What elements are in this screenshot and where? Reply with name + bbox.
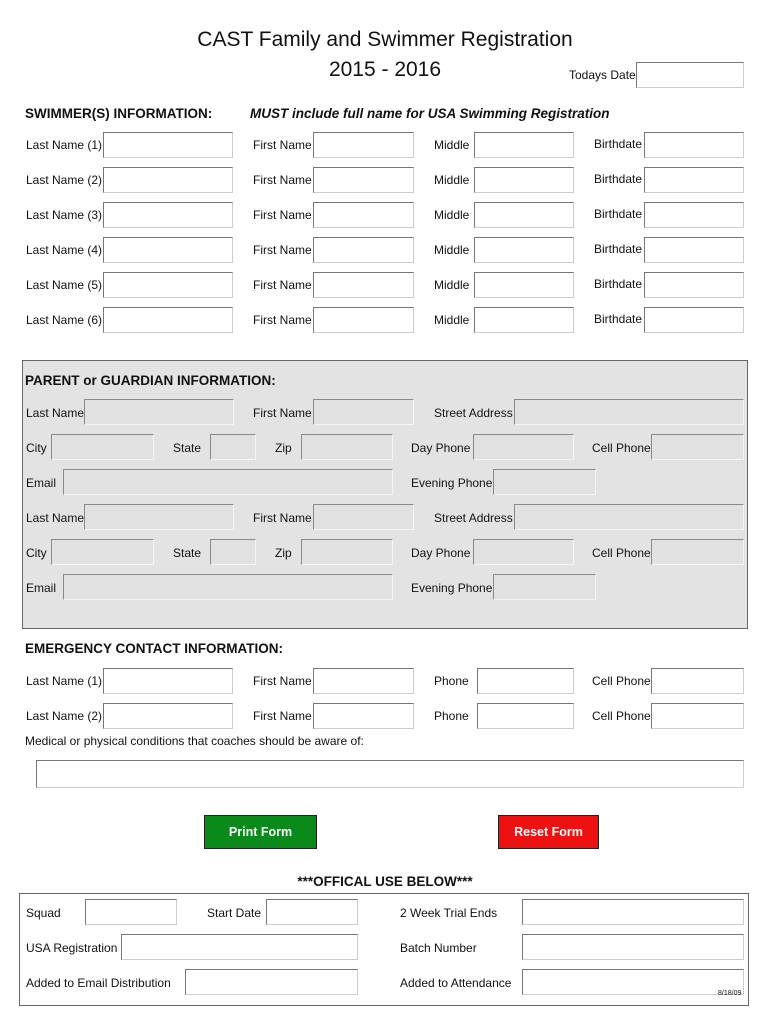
- swimmer-middle-input[interactable]: [474, 307, 574, 333]
- swimmer-first-input[interactable]: [313, 307, 414, 333]
- emergency-first-input[interactable]: [313, 703, 414, 729]
- swimmer-last-input[interactable]: [103, 132, 233, 158]
- version-date: 8/18/09: [718, 990, 742, 997]
- parent-first-label: First Name: [253, 511, 312, 525]
- todays-date-field[interactable]: [636, 62, 744, 88]
- swimmer-birthdate-label: Birthdate: [594, 137, 643, 151]
- emergency-last-label: Last Name (1): [26, 674, 103, 688]
- start-date-label: Start Date: [207, 906, 262, 920]
- swimmer-first-input[interactable]: [313, 167, 414, 193]
- trial-ends-label: 2 Week Trial Ends: [400, 906, 498, 920]
- parent-state-label: State: [173, 546, 202, 560]
- swimmer-last-label: Last Name (5): [26, 278, 103, 292]
- swimmer-middle-input[interactable]: [474, 132, 574, 158]
- swimmer-last-input[interactable]: [103, 202, 233, 228]
- emergency-cell-label: Cell Phone: [592, 674, 651, 688]
- parent-zip-input[interactable]: [301, 434, 393, 460]
- swimmer-first-input[interactable]: [313, 132, 414, 158]
- swimmer-last-input[interactable]: [103, 167, 233, 193]
- emergency-phone-input[interactable]: [477, 668, 574, 694]
- swimmer-first-label: First Name: [253, 243, 312, 257]
- parent-day-phone-input[interactable]: [473, 539, 574, 565]
- parent-street-label: Street Address: [434, 511, 513, 525]
- swimmer-last-label: Last Name (2): [26, 173, 103, 187]
- swimmer-middle-label: Middle: [434, 278, 470, 292]
- parent-state-input[interactable]: [210, 434, 256, 460]
- swimmer-last-label: Last Name (6): [26, 313, 103, 327]
- parent-cell-phone-input[interactable]: [651, 539, 744, 565]
- parent-city-input[interactable]: [51, 539, 154, 565]
- parent-zip-label: Zip: [275, 546, 292, 560]
- parent-evening-phone-label: Evening Phone: [411, 581, 493, 595]
- parent-cell-phone-input[interactable]: [651, 434, 744, 460]
- start-date-input[interactable]: [266, 899, 358, 925]
- page-title: CAST Family and Swimmer Registration: [197, 28, 573, 51]
- medical-label: Medical or physical conditions that coaches should be aware of:: [25, 734, 364, 748]
- parent-last-label: Last Name: [26, 511, 85, 525]
- usa-registration-label: USA Registration: [26, 941, 118, 955]
- reset-form-button[interactable]: Reset Form: [498, 815, 599, 849]
- batch-number-label: Batch Number: [400, 941, 477, 955]
- emergency-last-input[interactable]: [103, 703, 233, 729]
- season: 2015 - 2016: [328, 58, 442, 81]
- attendance-input[interactable]: [522, 969, 744, 995]
- swimmer-first-input[interactable]: [313, 237, 414, 263]
- swimmer-last-input[interactable]: [103, 307, 233, 333]
- swimmer-birthdate-input[interactable]: [644, 132, 744, 158]
- parent-street-input[interactable]: [514, 399, 744, 425]
- swimmer-first-input[interactable]: [313, 272, 414, 298]
- parent-city-label: City: [26, 441, 47, 455]
- emergency-heading: EMERGENCY CONTACT INFORMATION:: [25, 641, 283, 656]
- swimmer-birthdate-label: Birthdate: [594, 312, 643, 326]
- swimmers-note: MUST include full name for USA Swimming Registration: [250, 106, 610, 121]
- emergency-first-input[interactable]: [313, 668, 414, 694]
- emergency-phone-label: Phone: [434, 709, 469, 723]
- swimmer-birthdate-label: Birthdate: [594, 207, 643, 221]
- print-form-button[interactable]: Print Form: [204, 815, 317, 849]
- emergency-phone-input[interactable]: [477, 703, 574, 729]
- parent-day-phone-label: Day Phone: [411, 546, 471, 560]
- parent-first-input[interactable]: [313, 504, 414, 530]
- swimmer-middle-label: Middle: [434, 138, 470, 152]
- parent-day-phone-input[interactable]: [473, 434, 574, 460]
- swimmer-middle-input[interactable]: [474, 167, 574, 193]
- swimmer-last-label: Last Name (4): [26, 243, 103, 257]
- swimmer-middle-label: Middle: [434, 313, 470, 327]
- parent-last-label: Last Name: [26, 406, 85, 420]
- parent-street-label: Street Address: [434, 406, 513, 420]
- squad-input[interactable]: [85, 899, 177, 925]
- parent-first-input[interactable]: [313, 399, 414, 425]
- parent-state-input[interactable]: [210, 539, 256, 565]
- swimmer-first-input[interactable]: [313, 202, 414, 228]
- parent-heading: PARENT or GUARDIAN INFORMATION:: [25, 373, 276, 388]
- swimmer-first-label: First Name: [253, 173, 312, 187]
- parent-evening-phone-input[interactable]: [493, 574, 596, 600]
- parent-evening-phone-input[interactable]: [493, 469, 596, 495]
- email-distribution-input[interactable]: [185, 969, 358, 995]
- parent-street-input[interactable]: [514, 504, 744, 530]
- batch-number-input[interactable]: [522, 934, 744, 960]
- parent-zip-input[interactable]: [301, 539, 393, 565]
- parent-cell-phone-label: Cell Phone: [592, 546, 651, 560]
- swimmer-last-input[interactable]: [103, 237, 233, 263]
- emergency-cell-input[interactable]: [651, 703, 744, 729]
- swimmer-last-input[interactable]: [103, 272, 233, 298]
- swimmer-middle-input[interactable]: [474, 237, 574, 263]
- swimmer-middle-label: Middle: [434, 208, 470, 222]
- official-heading: ***OFFICAL USE BELOW***: [297, 874, 473, 889]
- parent-state-label: State: [173, 441, 202, 455]
- emergency-last-label: Last Name (2): [26, 709, 103, 723]
- swimmer-middle-input[interactable]: [474, 202, 574, 228]
- emergency-cell-input[interactable]: [651, 668, 744, 694]
- swimmer-last-label: Last Name (3): [26, 208, 103, 222]
- swimmer-birthdate-label: Birthdate: [594, 242, 643, 256]
- emergency-last-input[interactable]: [103, 668, 233, 694]
- parent-city-label: City: [26, 546, 47, 560]
- swimmer-birthdate-input[interactable]: [644, 167, 744, 193]
- email-distribution-label: Added to Email Distribution: [26, 976, 171, 990]
- parent-email-input[interactable]: [63, 574, 393, 600]
- attendance-label: Added to Attendance: [400, 976, 512, 990]
- parent-city-input[interactable]: [51, 434, 154, 460]
- swimmer-middle-input[interactable]: [474, 272, 574, 298]
- swimmer-first-label: First Name: [253, 313, 312, 327]
- swimmer-birthdate-label: Birthdate: [594, 277, 643, 291]
- parent-email-input[interactable]: [63, 469, 393, 495]
- parent-evening-phone-label: Evening Phone: [411, 476, 493, 490]
- swimmer-first-label: First Name: [253, 278, 312, 292]
- parent-email-label: Email: [26, 581, 57, 595]
- swimmer-birthdate-input[interactable]: [644, 237, 744, 263]
- emergency-cell-label: Cell Phone: [592, 709, 651, 723]
- parent-last-input[interactable]: [84, 399, 234, 425]
- swimmer-first-label: First Name: [253, 208, 312, 222]
- todays-date-label: Todays Date: [569, 68, 636, 82]
- swimmer-birthdate-input[interactable]: [644, 202, 744, 228]
- parent-zip-label: Zip: [275, 441, 292, 455]
- swimmer-middle-label: Middle: [434, 243, 470, 257]
- medical-input[interactable]: [36, 760, 744, 788]
- swimmer-birthdate-input[interactable]: [644, 307, 744, 333]
- swimmers-heading: SWIMMER(S) INFORMATION:: [25, 106, 213, 121]
- swimmer-middle-label: Middle: [434, 173, 470, 187]
- parent-email-label: Email: [26, 476, 57, 490]
- parent-first-label: First Name: [253, 406, 312, 420]
- parent-last-input[interactable]: [84, 504, 234, 530]
- squad-label: Squad: [26, 906, 61, 920]
- emergency-phone-label: Phone: [434, 674, 469, 688]
- parent-cell-phone-label: Cell Phone: [592, 441, 651, 455]
- emergency-first-label: First Name: [253, 709, 312, 723]
- parent-day-phone-label: Day Phone: [411, 441, 471, 455]
- swimmer-birthdate-label: Birthdate: [594, 172, 643, 186]
- emergency-first-label: First Name: [253, 674, 312, 688]
- swimmer-birthdate-input[interactable]: [644, 272, 744, 298]
- swimmer-first-label: First Name: [253, 138, 312, 152]
- trial-ends-input[interactable]: [522, 899, 744, 925]
- swimmer-last-label: Last Name (1): [26, 138, 103, 152]
- usa-registration-input[interactable]: [121, 934, 358, 960]
